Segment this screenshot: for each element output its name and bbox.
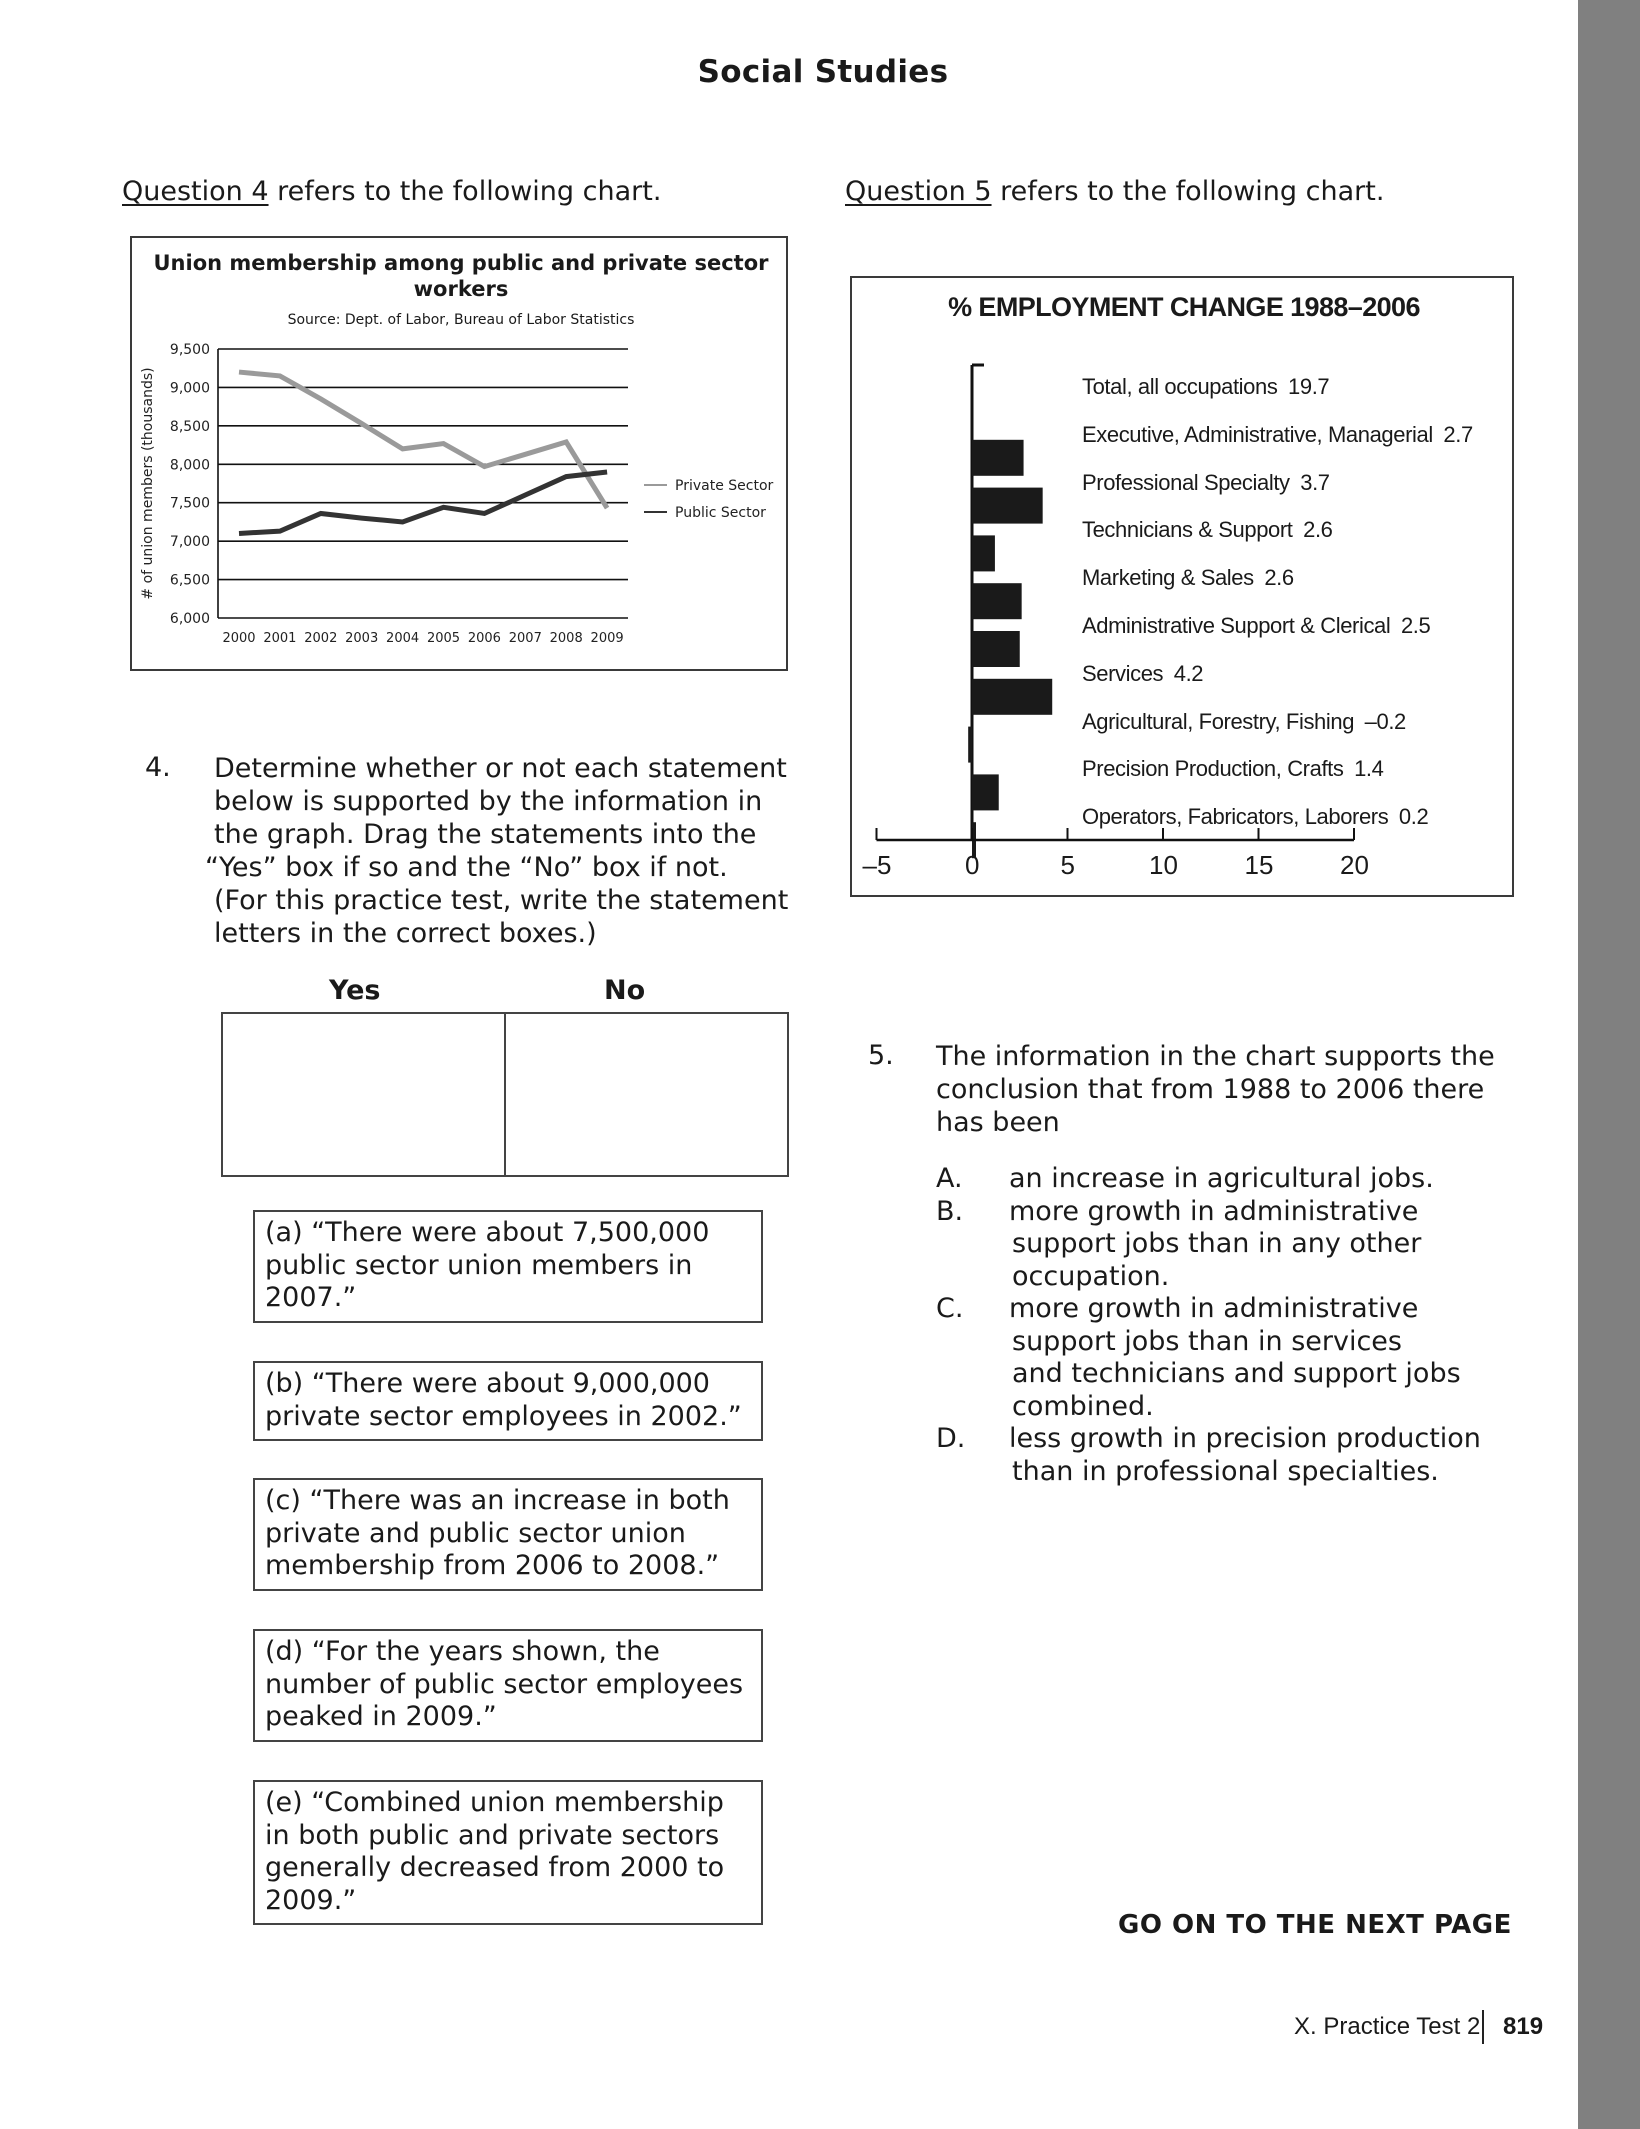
svg-text:2002: 2002: [304, 631, 338, 646]
line-chart-plot: [132, 238, 790, 673]
yes-box[interactable]: [223, 1014, 504, 1175]
q4-prompt-line: Determine whether or not each statement: [214, 753, 787, 784]
q5-number: 5.: [868, 1040, 894, 1071]
bar-label: Agricultural, Forestry, Fishing –0.2: [1082, 708, 1406, 734]
option-line: combined.: [1012, 1390, 1154, 1422]
svg-text:2001: 2001: [263, 631, 297, 646]
option-line: more growth in administrative: [1009, 1195, 1419, 1227]
svg-text:2004: 2004: [386, 631, 420, 646]
svg-text:Public Sector: Public Sector: [675, 505, 766, 521]
svg-text:7,000: 7,000: [169, 534, 210, 551]
chart-source: Source: Dept. of Labor, Bureau of Labor Statistics: [287, 312, 635, 328]
union-membership-chart: [130, 236, 788, 671]
svg-text:9,500: 9,500: [169, 342, 210, 358]
yes-label: Yes: [329, 975, 381, 1006]
bar-label: Operators, Fabricators, Laborers 0.2: [1082, 804, 1429, 830]
svg-text:6,000: 6,000: [169, 611, 210, 627]
option-line: support jobs than in services: [1012, 1325, 1402, 1357]
statement-b[interactable]: (b) “There were about 9,000,000 private sector employees in 2002.”: [253, 1361, 763, 1441]
x-tick-label: –5: [862, 850, 892, 880]
option-line: less growth in precision production: [1009, 1423, 1481, 1454]
svg-text:2003: 2003: [345, 631, 379, 646]
svg-text:8,000: 8,000: [169, 457, 210, 474]
q4-intro-rest: refers to the following chart.: [268, 176, 662, 207]
chart-title-text: Union membership among public and private sector workers: [153, 251, 769, 301]
bar-label: Total, all occupations 19.7: [1082, 374, 1330, 399]
page-number: 819: [1503, 2013, 1544, 2040]
q4-prompt-line: letters in the correct boxes.): [214, 918, 597, 949]
q5-prompt-line: The information in the chart supports the: [936, 1041, 1495, 1072]
option-text: [1009, 1293, 1482, 1423]
footer-section: X. Practice Test 2: [1294, 2013, 1481, 2040]
x-tick-label: 15: [1244, 850, 1274, 880]
q4-prompt: [205, 752, 789, 950]
q5-intro-rest: refers to the following chart.: [991, 176, 1385, 207]
option-line: occupation.: [1012, 1260, 1170, 1292]
q4-prompt-line: the graph. Drag the statements into the: [214, 819, 757, 850]
page-title: Social Studies: [697, 54, 949, 90]
option-text: [1009, 1195, 1482, 1294]
svg-text:8,500: 8,500: [169, 418, 210, 435]
q5-prompt-line: has been: [936, 1107, 1060, 1138]
bar-label: Technicians & Support 2.6: [1082, 517, 1333, 543]
statement-c[interactable]: (c) “There was an increase in both private and public sector union membership from 2006 to 2008.”: [253, 1478, 763, 1591]
option-letter: C.: [936, 1293, 964, 1324]
svg-text:2009: 2009: [590, 631, 624, 646]
svg-text:2007: 2007: [508, 631, 542, 646]
q5-intro-link: Question 5: [845, 176, 992, 207]
svg-text:2005: 2005: [426, 631, 461, 646]
x-tick-label: 10: [1149, 850, 1178, 880]
bar-label: Administrative Support & Clerical 2.5: [1082, 613, 1431, 638]
statement-a[interactable]: (a) “There were about 7,500,000 public sector union members in 2007.”: [253, 1210, 763, 1323]
option-text: [1009, 1423, 1482, 1488]
x-tick-label: 0: [965, 850, 980, 880]
svg-text:2000: 2000: [222, 631, 256, 646]
svg-text:2006: 2006: [467, 631, 501, 646]
no-label: No: [604, 975, 646, 1006]
q5-prompt: [936, 1040, 1495, 1139]
svg-text:# of union members (thousands): # of union members (thousands): [140, 367, 156, 600]
svg-text:Private Sector: Private Sector: [675, 478, 774, 494]
option-letter: D.: [936, 1423, 966, 1454]
option-letter: B.: [936, 1195, 964, 1227]
option-letter: A.: [936, 1163, 963, 1194]
option-line: more growth in administrative: [1009, 1293, 1419, 1324]
option-line: an increase in agricultural jobs.: [1009, 1163, 1434, 1194]
q4-number: 4.: [145, 752, 171, 783]
statement-e[interactable]: (e) “Combined union membership in both public and private sectors generally decreased from 2000 to 2009.”: [253, 1780, 763, 1925]
x-tick-label: 5: [1060, 850, 1075, 880]
footer-divider: [1482, 2010, 1484, 2044]
q4-prompt-line: below is supported by the information in: [214, 786, 763, 817]
q5-intro: [845, 176, 1384, 207]
chart-title: % EMPLOYMENT CHANGE 1988–2006: [948, 292, 1420, 322]
svg-text:6,500: 6,500: [169, 572, 210, 589]
option-line: support jobs than in any other: [1012, 1228, 1422, 1259]
employment-change-chart: [850, 276, 1514, 897]
q4-intro-link: Question 4: [122, 176, 269, 207]
option-text: [1009, 1163, 1482, 1196]
bar-label: Professional Specialty 3.7: [1082, 469, 1330, 495]
page-edge-tab: [1578, 0, 1640, 2129]
svg-text:2008: 2008: [549, 631, 583, 646]
go-on-next-page: GO ON TO THE NEXT PAGE: [1118, 1910, 1512, 1940]
svg-text:9,000: 9,000: [169, 380, 210, 397]
bar-label: Services 4.2: [1082, 660, 1204, 686]
option-line: than in professional specialties.: [1012, 1455, 1439, 1487]
no-box[interactable]: [504, 1014, 787, 1175]
q4-intro: [122, 176, 661, 207]
option-line: and technicians and support jobs: [1012, 1358, 1461, 1389]
q4-prompt-line: “Yes” box if so and the “No” box if not.: [205, 852, 728, 883]
bar-label: Marketing & Sales 2.6: [1082, 565, 1294, 591]
yes-no-dropzone: [221, 1012, 789, 1177]
q5-prompt-line: conclusion that from 1988 to 2006 there: [936, 1074, 1485, 1105]
statement-d[interactable]: (d) “For the years shown, the number of public sector employees peaked in 2009.”: [253, 1629, 763, 1742]
bar-label: Precision Production, Crafts 1.4: [1082, 756, 1384, 782]
q4-prompt-line: (For this practice test, write the statement: [214, 885, 789, 916]
bar-label: Executive, Administrative, Managerial 2.7: [1082, 421, 1473, 447]
svg-text:7,500: 7,500: [169, 495, 210, 512]
x-tick-label: 20: [1340, 850, 1369, 880]
